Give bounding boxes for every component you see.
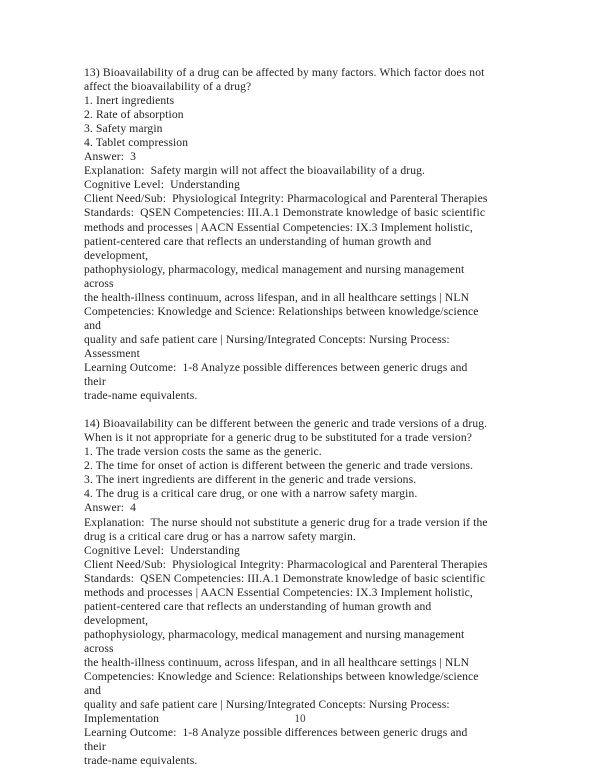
- text-line: 4. Tablet compression: [84, 136, 189, 150]
- text-line: patient-centered care that reflects an understanding of human growth and development,: [84, 234, 435, 262]
- text-line: Standards: QSEN Competencies: III.A.1 Demonstrate knowledge of basic scientific: [84, 206, 486, 220]
- text-line: 2. The time for onset of action is different between the generic and trade versions.: [84, 459, 474, 473]
- text-line: trade-name equivalents.: [84, 389, 198, 403]
- text-line: Implementation: [84, 712, 160, 726]
- text-line: Standards: QSEN Competencies: III.A.1 Demonstrate knowledge of basic scientific: [84, 571, 486, 585]
- text-line: Client Need/Sub: Physiological Integrity: Pharmacological and Parenteral Therapies: [84, 192, 488, 206]
- text-line: the health-illness continuum, across lifespan, and in all healthcare settings | NLN: [84, 655, 470, 669]
- text-line: 13) Bioavailability of a drug can be affected by many factors. Which factor does not: [84, 66, 485, 79]
- text-line: 1. Inert ingredients: [84, 94, 175, 108]
- text-line: 4. The drug is a critical care drug, or one with a narrow safety margin.: [84, 487, 418, 501]
- text-line: patient-centered care that reflects an understanding of human growth and development,: [84, 599, 435, 627]
- text-line: 2. Rate of absorption: [84, 108, 184, 122]
- text-line: drug is a critical care drug or has a narrow safety margin.: [84, 529, 356, 543]
- text-line: When is it not appropriate for a generic drug to be substituted for a trade version?: [84, 431, 473, 445]
- text-line: Competencies: Knowledge and Science: Relationships between knowledge/science and: [84, 304, 482, 332]
- text-line: Competencies: Knowledge and Science: Relationships between knowledge/science and: [84, 670, 482, 698]
- document-text-column: [84, 66, 490, 768]
- text-line: trade-name equivalents.: [84, 754, 198, 768]
- text-line: methods and processes | AACN Essential Competencies: IX.3 Implement holistic,: [84, 220, 473, 234]
- text-line: Answer: 4: [84, 501, 137, 515]
- text-line: Answer: 3: [84, 150, 137, 164]
- text-line: quality and safe patient care | Nursing/Integrated Concepts: Nursing Process: Assessment: [84, 332, 453, 360]
- text-line: Cognitive Level: Understanding: [84, 178, 240, 192]
- text-line: Client Need/Sub: Physiological Integrity: Pharmacological and Parenteral Therapies: [84, 557, 488, 571]
- question-13: [84, 66, 490, 403]
- page-number: 10: [294, 713, 306, 725]
- text-line: methods and processes | AACN Essential Competencies: IX.3 Implement holistic,: [84, 585, 473, 599]
- text-line: the health-illness continuum, across lifespan, and in all healthcare settings | NLN: [84, 290, 470, 304]
- blank-line: [84, 403, 490, 417]
- text-line: Explanation: Safety margin will not affect the bioavailability of a drug.: [84, 164, 426, 178]
- blank-separator: [84, 403, 490, 417]
- text-line: Learning Outcome: 1-8 Analyze possible differences between generic drugs and their: [84, 726, 471, 754]
- text-line: 14) Bioavailability can be different between the generic and trade versions of a drug.: [84, 417, 488, 431]
- text-line: 3. Safety margin: [84, 122, 163, 136]
- text-line: 3. The inert ingredients are different in the generic and trade versions.: [84, 473, 417, 487]
- text-line: quality and safe patient care | Nursing/Integrated Concepts: Nursing Process:: [84, 698, 450, 712]
- text-line: 1. The trade version costs the same as the generic.: [84, 445, 322, 459]
- text-line: pathophysiology, pharmacology, medical management and nursing management across: [84, 262, 468, 290]
- text-line: affect the bioavailability of a drug?: [84, 80, 252, 94]
- text-line: pathophysiology, pharmacology, medical management and nursing management across: [84, 627, 468, 655]
- text-line: Explanation: The nurse should not substitute a generic drug for a trade version if the: [84, 515, 488, 529]
- text-line: Cognitive Level: Understanding: [84, 543, 240, 557]
- text-line: Learning Outcome: 1-8 Analyze possible differences between generic drugs and their: [84, 360, 471, 389]
